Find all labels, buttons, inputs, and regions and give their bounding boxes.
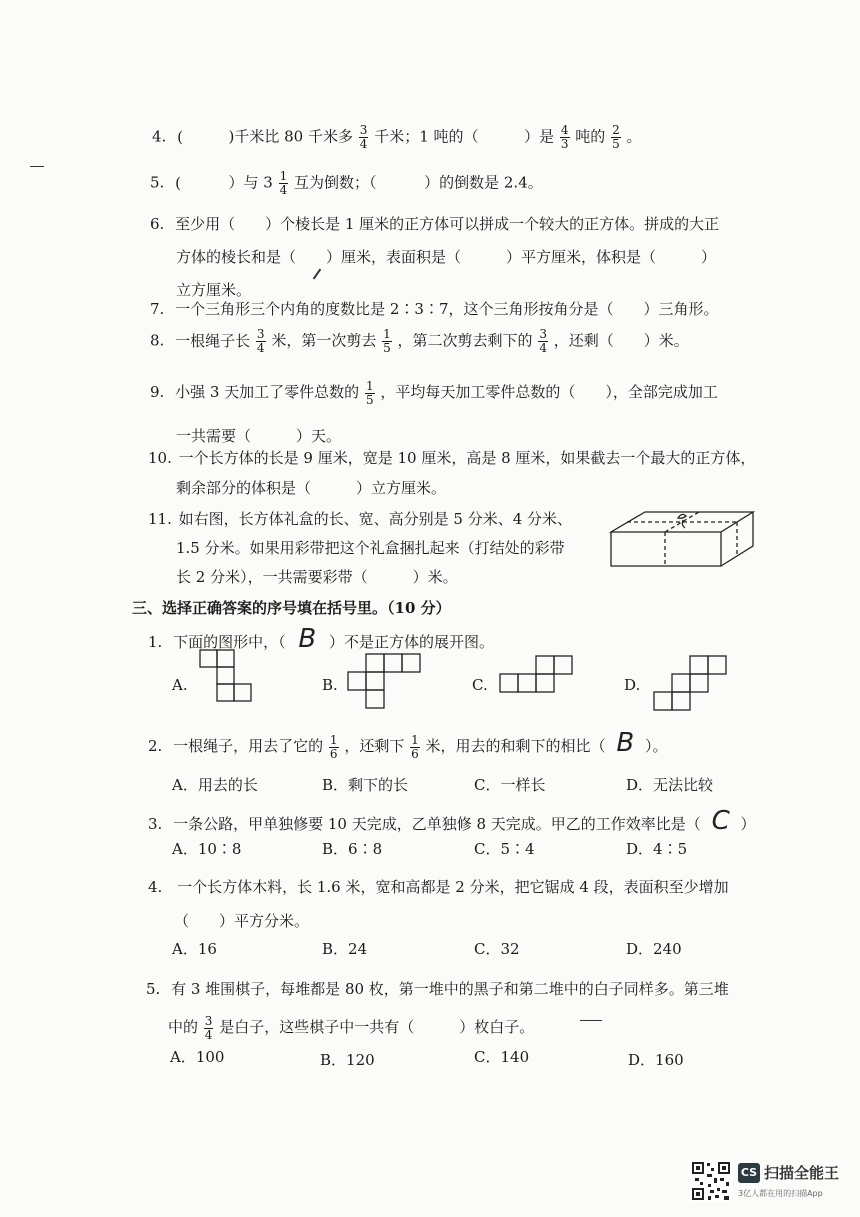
option-a: A．16: [172, 940, 217, 958]
option-d: D．160: [628, 1051, 684, 1069]
cube-net-b: [346, 652, 422, 710]
qr-code-icon: [690, 1160, 732, 1202]
question-10: 10. 一个长方体的长是 9 厘米，宽是 10 厘米，高是 8 厘米，如果截去一个最大的正方体， 剩余部分的体积是（ ）立方厘米。: [148, 449, 756, 497]
question-5: 5. ( ）与 3 $\frac{1}{4}$ 互为倒数；（ ）的倒数是 2.4。: [150, 169, 543, 197]
fraction: $\frac{3}{4}$: [204, 1013, 213, 1042]
handwritten-answer: B: [298, 624, 317, 654]
question-11: 11. 如右图，长方体礼盒的长、宽、高分别是 5 分米、4 分米、 1.5 分米。如果用彩带把这个礼盒捆扎起来（打结处的彩带 长 2 分米），一共需要彩带（ ）米。: [148, 510, 573, 586]
choice-question-3: 3. 一条公路，甲单独修要 10 天完成，乙单独修 8 天完成。甲乙的工作效率比是（ C ）: [148, 806, 756, 836]
fraction: $\frac{1}{5}$: [365, 378, 374, 407]
option-d: D．240: [626, 940, 682, 958]
option-a: A．10∶8: [172, 840, 242, 858]
option-a: A．用去的长: [172, 776, 258, 794]
choice-question-4: 4. 一个长方体木料，长 1.6 米，宽和高都是 2 分米，把它锯成 4 段，表面积至少增加 （ ）平方分米。: [148, 878, 729, 930]
choice-question-5: 5. 有 3 堆围棋子，每堆都是 80 枚，第一堆中的黑子和第二堆中的白子同样多。第三堆 中的 $\frac{3}{4}$ 是白子，这些棋子中一共有（ ）枚白子。: [146, 980, 729, 1042]
fraction: $\frac{1}{4}$: [279, 169, 288, 197]
choice-question-2: 2. 一根绳子，用去了它的 $\frac{1}{6}$ ，还剩下 $\frac{1}{6}$ 米，用去的和剩下的相比（ B ）。: [148, 728, 668, 761]
margin-mark: [30, 166, 44, 167]
option-c: C．32: [474, 940, 520, 958]
camscanner-logo: CS: [738, 1163, 760, 1183]
fraction: $\frac{3}{4}$: [359, 123, 368, 151]
fraction: $\frac{3}{4}$: [539, 327, 547, 355]
option-a-label: A.: [172, 676, 188, 694]
handwritten-answer: B: [616, 728, 635, 758]
option-a: A．100: [170, 1048, 225, 1066]
gift-box-figure: [605, 502, 765, 574]
option-b: B．24: [322, 940, 368, 958]
option-b: B．6∶8: [322, 840, 383, 858]
option-d: D．无法比较: [626, 776, 714, 794]
question-8: 8. 一根绳子长 $\frac{3}{4}$ 米，第一次剪去 $\frac{1}{5}$ ，第二次剪去剩下的 $\frac{3}{4}$ ，还剩（ ）米。: [150, 327, 689, 355]
choice-question-1: 1. 下面的图形中，（ B ）不是正方体的展开图。: [148, 624, 495, 654]
option-c: C．140: [474, 1048, 530, 1066]
fraction: $\frac{1}{5}$: [383, 327, 391, 355]
question-4: 4. ( )千米比 80 千米多 $\frac{3}{4}$ 千米；1 吨的（ ）是 $\frac{4}{3}$ 吨的 $\frac{2}{5}$ 。: [152, 123, 642, 151]
option-c: C．5∶4: [474, 840, 535, 858]
fraction: $\frac{2}{5}$: [612, 123, 620, 151]
option-c: C．一样长: [474, 776, 546, 794]
option-d: D．4∶5: [626, 840, 688, 858]
option-b: B．剩下的长: [322, 776, 409, 794]
cube-net-a: [198, 648, 254, 708]
brand-name: 扫描全能王: [764, 1164, 840, 1182]
cube-net-c: [498, 654, 574, 694]
option-c-label: C.: [472, 676, 488, 694]
brand-tagline: 3亿人都在用的扫描App: [738, 1189, 823, 1198]
section-title: 三、选择正确答案的序号填在括号里。（10 分）: [132, 599, 451, 617]
option-d-label: D.: [624, 676, 641, 694]
fraction: $\frac{1}{6}$: [329, 732, 338, 761]
handwritten-answer: C: [711, 806, 730, 836]
question-7: 7. 一个三角形三个内角的度数比是 2∶3∶7，这个三角形按角分是（ ）三角形。: [150, 300, 719, 318]
fraction: $\frac{4}{3}$: [560, 123, 569, 151]
option-b: B．120: [320, 1051, 375, 1069]
option-b-label: B.: [322, 676, 338, 694]
question-9: 9. 小强 3 天加工了零件总数的 $\frac{1}{5}$ ，平均每天加工零件总数的（ ），全部完成加工 一共需要（ ）天。: [150, 378, 718, 445]
cube-net-d: [652, 654, 728, 712]
question-6: 6. 至少用（ ）个棱长是 1 厘米的正方体可以拼成一个较大的正方体。拼成的大正 方体的棱长和是（ ）厘米，表面积是（ ）平方厘米，体积是（ ） 立方厘米。: [150, 215, 720, 299]
pen-mark: [580, 1020, 602, 1021]
fraction: $\frac{3}{4}$: [256, 327, 265, 355]
fraction: $\frac{1}{6}$: [411, 732, 419, 761]
